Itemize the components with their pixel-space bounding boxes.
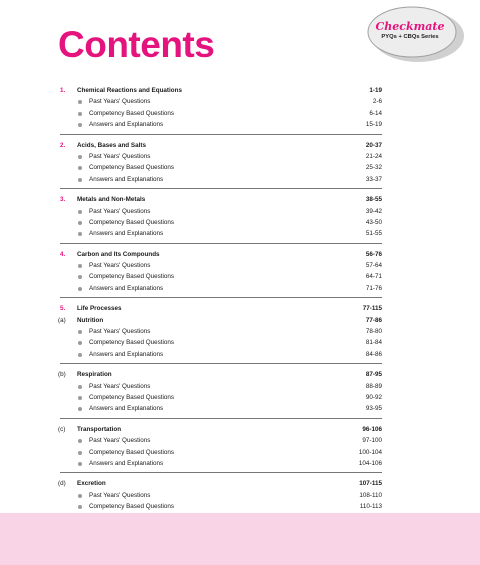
bullet-icon [78,123,82,127]
chapter-title: Life Processes [77,305,122,313]
toc-item[interactable] [60,458,382,469]
toc-item-label: Competency Based Questions [89,109,175,117]
toc-item[interactable] [60,326,382,337]
chapter-number: 3. [60,196,66,204]
chapter-block [60,85,382,135]
toc-item[interactable] [60,228,382,239]
chapter-pages: 56-76 [365,250,382,258]
chapter-pages: 38-55 [365,196,382,204]
toc-item-label: Past Years' Questions [89,491,151,499]
chapter-block [60,194,382,244]
subsection-number: (b) [58,371,66,379]
bullet-icon [78,341,82,345]
toc-item[interactable] [60,283,382,294]
toc-item[interactable] [60,217,382,228]
toc-item[interactable] [60,403,382,414]
bullet-icon [78,178,82,182]
toc-item-pages: 81-84 [365,339,382,347]
toc-item-label: Past Years' Questions [89,207,151,215]
toc-item-pages: 100-104 [358,448,382,456]
bullet-icon [78,353,82,357]
subsection-pages: 107-115 [359,480,382,488]
bullet-icon [78,494,82,498]
toc-item-pages: 2-6 [372,98,382,106]
toc-item-label: Past Years' Questions [89,152,151,160]
chapter-title: Metals and Non-Metals [77,196,146,204]
subsection-number: (a) [58,316,66,324]
chapter-heading[interactable] [60,194,382,205]
toc-item[interactable] [60,108,382,119]
chapter-number: 5. [60,305,66,313]
bullet-icon [78,385,82,389]
toc-item-pages: 25-32 [365,164,382,172]
toc-item-label: Answers and Explanations [89,230,164,238]
toc-item-pages: 93-95 [365,405,382,413]
bullet-icon [78,155,82,159]
subsection-heading[interactable] [60,424,382,435]
chapter-block [60,140,382,190]
toc-item-pages: 108-110 [359,491,382,499]
toc-item-label: Competency Based Questions [89,448,175,456]
subsection-block [60,424,382,474]
toc-item[interactable] [60,337,382,348]
table-of-contents [60,85,382,532]
subsection-block [60,369,382,419]
bullet-icon [78,287,82,291]
chapter-number: 4. [60,250,66,258]
toc-item-pages: 51-55 [365,230,382,238]
toc-item[interactable] [60,349,382,360]
chapter-heading[interactable] [60,249,382,260]
bullet-icon [78,221,82,225]
badge-brand: Checkmate [375,20,445,33]
series-badge [356,2,466,64]
toc-item[interactable] [60,381,382,392]
toc-item-pages: 84-86 [365,350,382,358]
footer-band [0,513,480,565]
toc-item-pages: 97-100 [362,437,382,445]
bullet-icon [78,275,82,279]
toc-item[interactable] [60,119,382,130]
bullet-icon [78,112,82,116]
toc-item-pages: 78-80 [365,328,382,336]
bullet-icon [78,232,82,236]
toc-item-label: Past Years' Questions [89,437,151,445]
toc-item-label: Past Years' Questions [89,98,151,106]
toc-item[interactable] [60,96,382,107]
toc-item[interactable] [60,260,382,271]
bullet-icon [78,439,82,443]
bullet-icon [78,264,82,268]
subsection-heading[interactable] [60,478,382,489]
toc-item[interactable] [60,174,382,185]
chapter-heading[interactable] [60,85,382,96]
toc-item-label: Competency Based Questions [89,393,175,401]
toc-item-label: Past Years' Questions [89,382,151,390]
chapter-pages: 1-19 [369,87,382,94]
toc-item-label: Answers and Explanations [89,405,164,413]
bullet-icon [78,451,82,455]
chapter-title: Carbon and Its Compounds [77,250,160,258]
subsection-title: Respiration [77,371,112,379]
chapter-number: 1. [60,87,66,94]
toc-item[interactable] [60,206,382,217]
bullet-icon [78,407,82,411]
toc-item-label: Competency Based Questions [89,273,175,281]
chapter-number: 2. [60,141,66,149]
subsection-block [60,315,382,365]
toc-item[interactable] [60,151,382,162]
toc-item-label: Competency Based Questions [89,164,175,172]
subsection-pages: 87-95 [365,371,382,379]
toc-item[interactable] [60,447,382,458]
toc-item-label: Answers and Explanations [89,284,164,292]
chapter-block [60,249,382,299]
toc-item-label: Answers and Explanations [89,350,164,358]
toc-item-label: Competency Based Questions [89,339,175,347]
badge-series: PYQs + CBQs Series [381,34,439,40]
toc-item[interactable] [60,501,382,512]
chapter-pages: 77-115 [362,305,382,313]
bullet-icon [78,505,82,509]
subsection-pages: 77-86 [365,316,382,324]
toc-item-pages: 88-89 [365,382,382,390]
toc-item-pages: 21-24 [365,152,382,160]
toc-item-pages: 110-113 [359,503,382,511]
toc-item[interactable] [60,162,382,173]
toc-item-label: Past Years' Questions [89,262,151,270]
subsection-pages: 96-106 [362,425,382,433]
toc-item-pages: 90-92 [365,393,382,401]
toc-item[interactable] [60,435,382,446]
toc-item-pages: 43-50 [365,218,382,226]
toc-item[interactable] [60,271,382,282]
toc-item-label: Past Years' Questions [89,328,151,336]
chapter-pages: 20-37 [365,141,382,149]
toc-item-pages: 64-71 [365,273,382,281]
bullet-icon [78,396,82,400]
toc-item[interactable] [60,392,382,403]
toc-item-pages: 71-76 [365,284,382,292]
subsection-title: Nutrition [77,316,104,324]
toc-item-pages: 39-42 [365,207,382,215]
subsection-title: Transportation [77,425,122,433]
toc-item-label: Answers and Explanations [89,459,164,467]
bullet-icon [78,330,82,334]
toc-item-pages: 57-64 [365,262,382,270]
bullet-icon [78,166,82,170]
chapter-title: Acids, Bases and Salts [77,141,146,149]
toc-item-label: Answers and Explanations [89,121,164,129]
toc-item-pages: 33-37 [365,175,382,183]
toc-item-label: Answers and Explanations [89,175,164,183]
chapter-heading[interactable] [60,140,382,151]
toc-item-pages: 6-14 [369,109,382,117]
bullet-icon [78,462,82,466]
toc-item-label: Competency Based Questions [89,503,175,511]
toc-item-label: Competency Based Questions [89,218,175,226]
bullet-icon [78,210,82,214]
toc-item-pages: 15-19 [365,121,382,129]
toc-item-pages: 104-106 [358,459,382,467]
toc-item[interactable] [60,490,382,501]
subsection-number: (d) [58,480,66,488]
subsection-heading[interactable] [60,369,382,380]
chapter-heading[interactable] [60,303,382,314]
bullet-icon [78,100,82,104]
chapter-title: Chemical Reactions and Equations [77,87,182,94]
subsection-heading[interactable] [60,315,382,326]
subsection-number: (c) [58,425,66,433]
page-title: Contents [58,24,215,65]
subsection-title: Excretion [77,480,106,488]
